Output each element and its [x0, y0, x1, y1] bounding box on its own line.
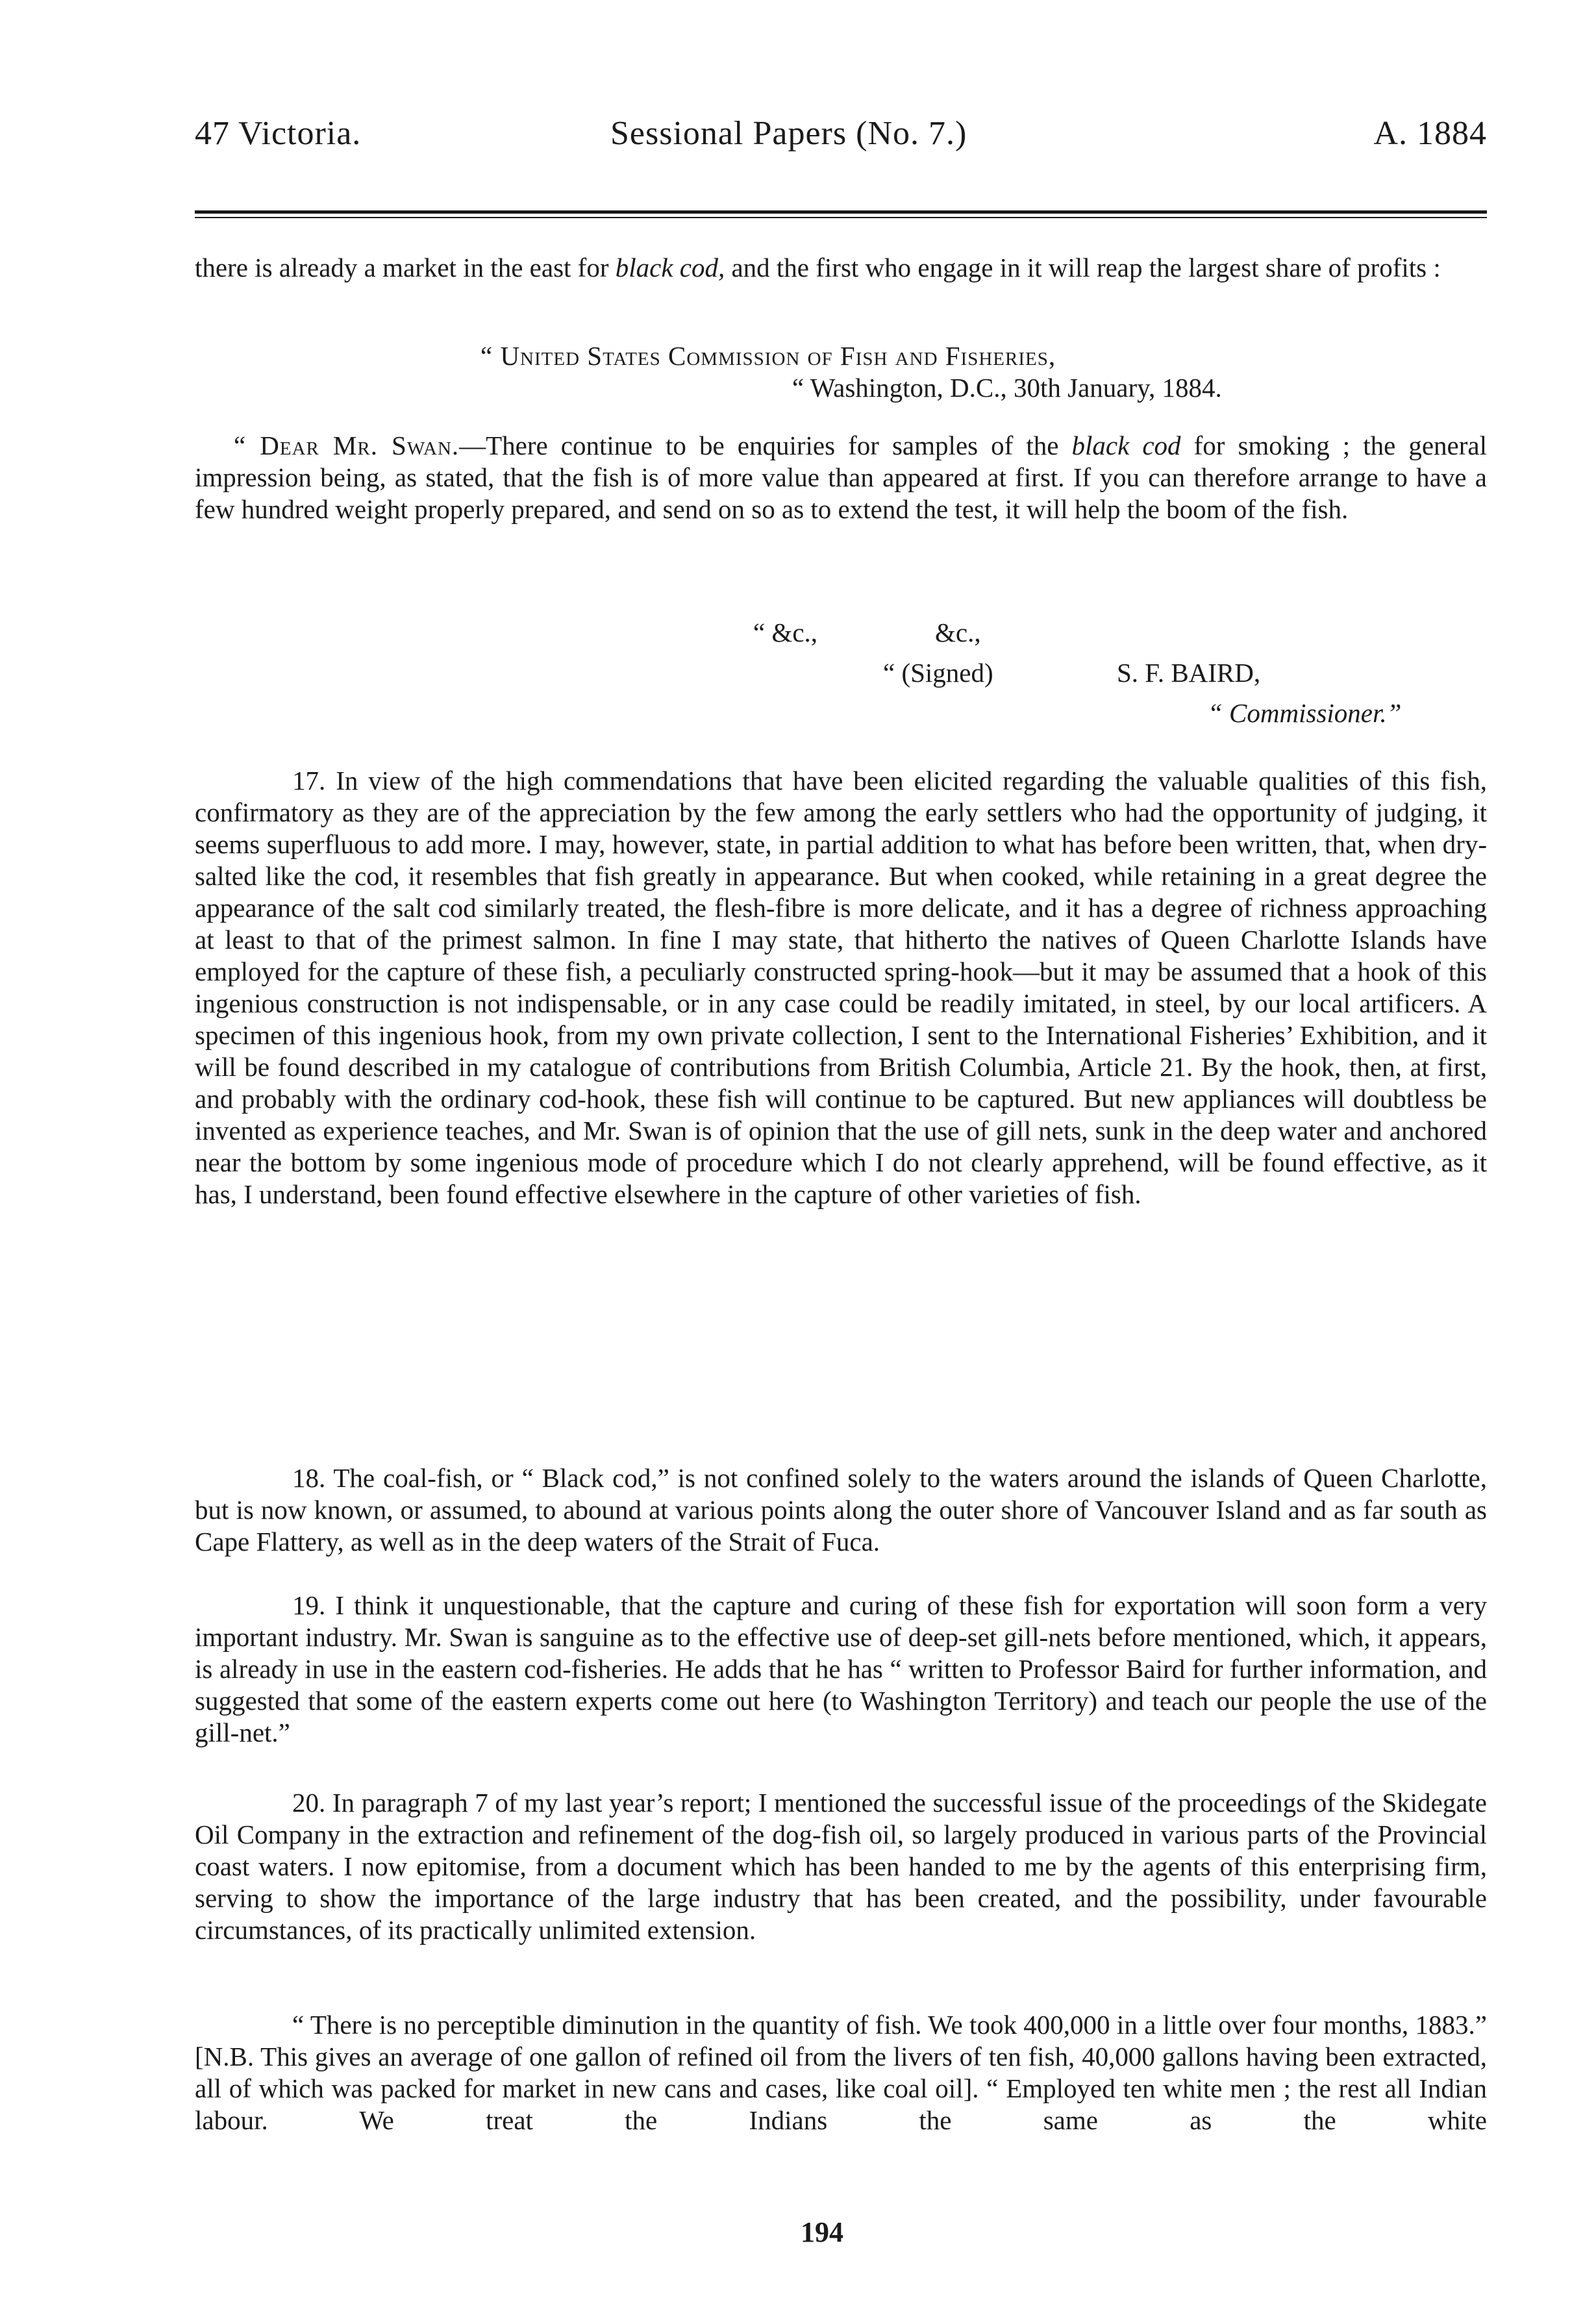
paragraph-17-text: 17. In view of the high commendations that have been elicited regarding the valuable qualities of this fish, confirmatory as they are of the appreciation by the few among the early settlers who had the opportunity of judging, it seems superfluous to add more. I may, however, state, in partial addition to what has before been written, that, when dry-salted like the cod, it resembles that fish greatly in appearance. But when cooked, while retaining in a great degree the appearance of the salt cod similarly treated, the flesh-fibre is more delicate, and it has a degree of richness approaching at least to that of the primest salmon. In fine I may state, that hitherto the natives of Queen Charlotte Islands have employed for the capture of these fish, a peculiarly constructed spring-hook—but it may be assumed that a hook of this ingenious construction is not indispensable, or in any case could be readily imitated, in steel, by our local artificers. A specimen of this ingenious hook, from my own private collection, I sent to the International Fisheries’ Exhibition, and it will be found described in my catalogue of contributions from British Columbia, Article 21. By the hook, then, at first, and probably with the ordinary cod-hook, these fish will continue to be captured. But new appliances will doubtless be invented as experience teaches, and Mr. Swan is of opinion that the use of gill nets, sunk in the deep water and anchored near the bottom by some ingenious mode of procedure which I do not clearly apprehend, will be found effective, as it has, I understand, been found effective elsewhere in the capture of other varieties of fish. [195, 766, 1487, 1209]
quoted-report-text: “ There is no perceptible diminution in the quantity of fish. We took 400,000 in a little over four months, 1883.” [N.B. This gives an average of one gallon of refined oil from the livers of ten fish, 40,000 gallons having been extracted, all of which was packed for market in new cans and cases, like coal oil]. “ Employed ten white men ; the rest all Indian labour. We treat the Indians the same as the white [195, 2010, 1487, 2135]
letter-signer: S. F. BAIRD, [1117, 658, 1261, 688]
letter-etc-2: &c., [935, 618, 981, 647]
paragraph-20 [195, 1787, 1487, 1946]
letter-heading [195, 340, 1487, 404]
letter-body-post: for smoking ; the general impression being, as stated, that the fish is of more value than appeared at first. If you can therefore arrange to have a few hundred weight properly prepared, and send on so as to extend the test, it will help the boom of the fish. [195, 431, 1487, 524]
letter-heading-line2: “ Washington, D.C., 30th January, 1884. [792, 373, 1222, 403]
paragraph-19-text: 19. I think it unquestionable, that the capture and curing of these fish for exportation will soon form a very important industry. Mr. Swan is sanguine as to the effective use of deep-set gill-nets before mentioned, which, it appears, is already in use in the eastern cod-fisheries. He adds that he has “ written to Professor Baird for further information, and suggested that some of the eastern experts come out here (to Washington Territory) and teach our people the use of the gill-net.” [195, 1590, 1487, 1747]
letter-body-emphasis: black cod [1071, 431, 1181, 460]
quoted-report [195, 2009, 1487, 2136]
letter-etc-1: “ &c., [753, 618, 818, 647]
header-title: Sessional Papers (No. 7.) [610, 115, 967, 152]
header-rule-thick [195, 210, 1487, 214]
letter-salutation: “ Dear Mr. Swan. [234, 431, 460, 460]
header-volume: 47 Victoria. [195, 115, 362, 152]
letter-heading-line1: “ United States Commission of Fish and Fisheries, [480, 341, 1056, 371]
intro-text-post: and the first who engage in it will reap the largest share of profits : [725, 253, 1441, 282]
page-number: 194 [801, 2216, 843, 2248]
header-year: A. 1884 [1373, 115, 1487, 152]
intro-emphasis: black cod, [615, 253, 725, 282]
letter-body-pre: —There continue to be enquiries for samples of the [459, 431, 1072, 460]
paragraph-18 [195, 1462, 1487, 1558]
paragraph-19 [195, 1590, 1487, 1749]
letter-closing [195, 617, 1487, 747]
letter-body [195, 430, 1487, 525]
letter-signer-title: “ Commissioner.” [1208, 698, 1402, 728]
intro-paragraph [195, 252, 1487, 284]
header-rule-thin [195, 217, 1487, 218]
letter-signed: “ (Signed) [883, 658, 993, 688]
running-header [195, 114, 1487, 166]
intro-text-pre: there is already a market in the east for [195, 253, 616, 282]
paragraph-20-text: 20. In paragraph 7 of my last year’s report; I mentioned the successful issue of the proceedings of the Skidegate Oil Company in the extraction and refinement of the dog-fish oil, so largely produced in various parts of the Provincial coast waters. I now epitomise, from a document which has been handed to me by the agents of this enterprising firm, serving to show the importance of the large industry that has been created, and the possibility, under favourable circumstances, of its practically unlimited extension. [195, 1788, 1487, 1945]
paragraph-17 [195, 765, 1487, 1210]
paragraph-18-text: 18. The coal-fish, or “ Black cod,” is not confined solely to the waters around the islands of Queen Charlotte, but is now known, or assumed, to abound at various points along the outer shore of Vancouver Island and as far south as Cape Flattery, as well as in the deep waters of the Strait of Fuca. [195, 1463, 1487, 1557]
